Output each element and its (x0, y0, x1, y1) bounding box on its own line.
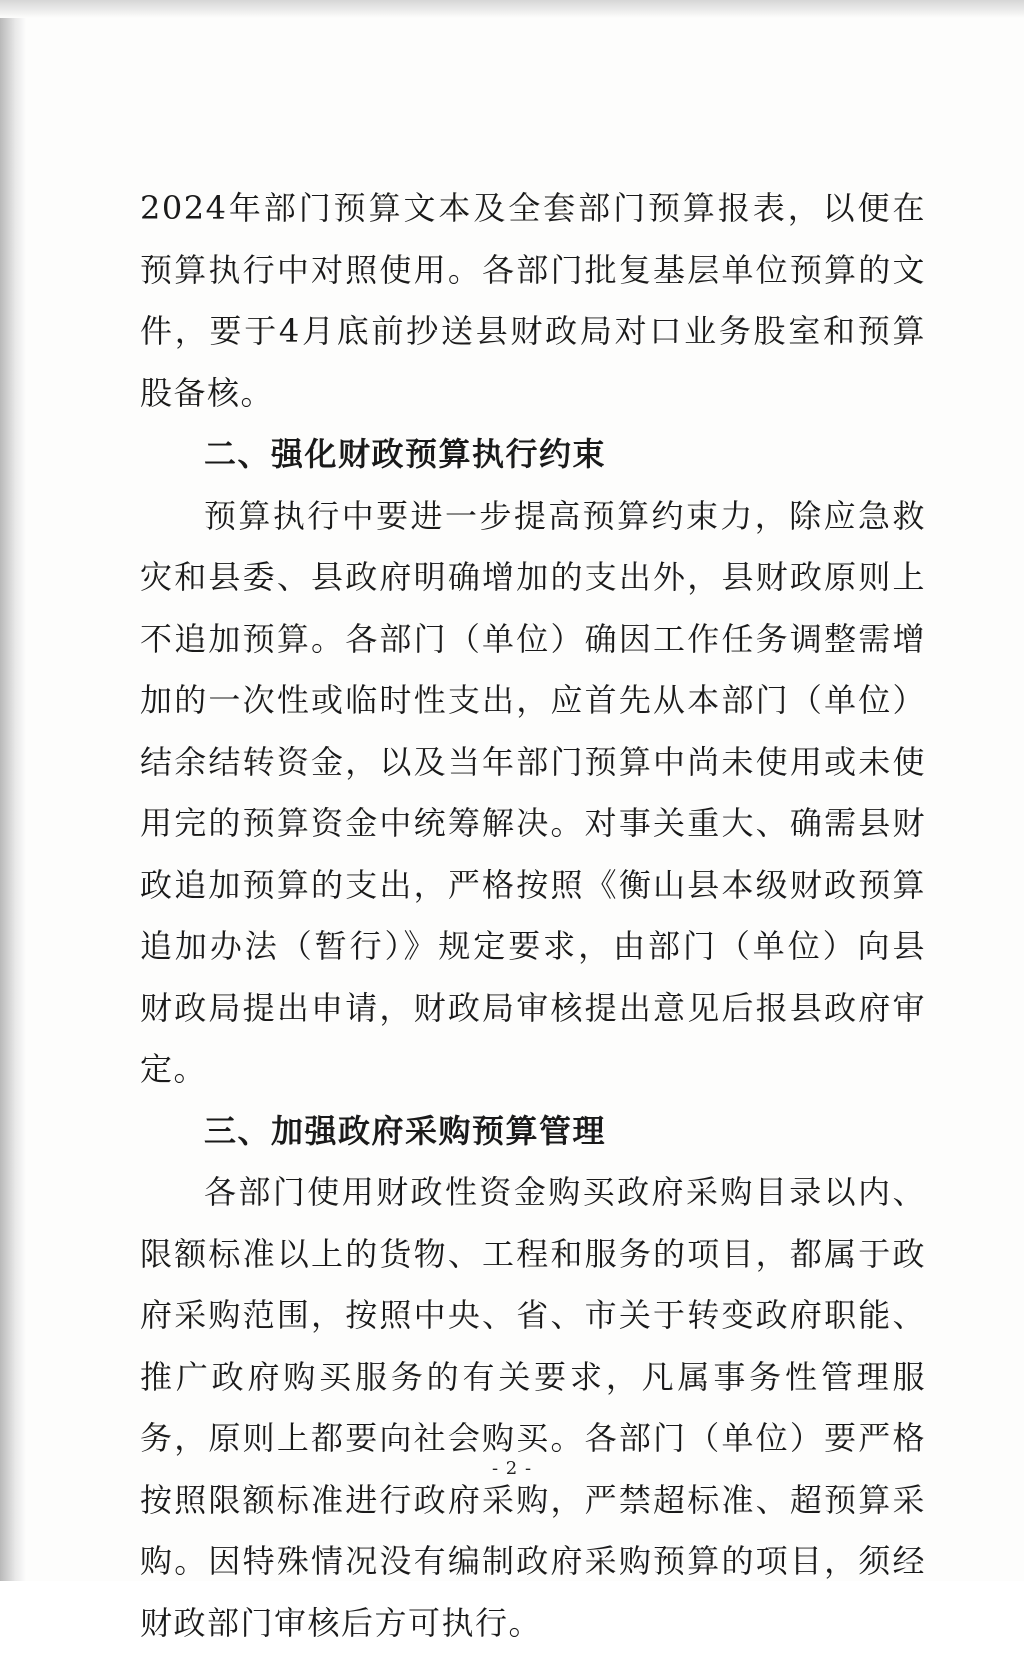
page-top-shadow (0, 0, 1024, 18)
paragraph-procurement: 各部门使用财政性资金购买政府采购目录以内、限额标准以上的货物、工程和服务的项目，都属于政府采购范围，按照中央、省、市关于转变政府职能、推广政府购买服务的有关要求，凡属事务性管理服务，原则上都要向社会购买。各部门（单位）要严格按照限额标准进行政府采购，严禁超标准、超预算采购。因特殊情况没有编制政府采购预算的项目，须经财政部门审核后方可执行。 (140, 1173, 926, 1642)
paragraph-budget-execution: 预算执行中要进一步提高预算约束力，除应急救灾和县委、县政府明确增加的支出外，县财政原则上不追加预算。各部门（单位）确因工作任务调整需增加的一次性或临时性支出，应首先从本部门（单位）结余结转资金，以及当年部门预算中尚未使用或未使用完的预算资金中统筹解决。对事关重大、确需县财政追加预算的支出，严格按照《衡山县本级财政预算追加办法（暂行）》规定要求，由部门（单位）向县财政局提出申请，财政局审核提出意见后报县政府审定。 (140, 496, 926, 1088)
paragraph-budget-reports: 2024年部门预算文本及全套部门预算报表，以便在预算执行中对照使用。各部门批复基层单位预算的文件，要于4月底前抄送县财政局对口业务股室和预算股备核。 (140, 189, 926, 412)
page-number: - 2 - (491, 1458, 533, 1479)
heading-procurement: 三、加强政府采购预算管理 (204, 1111, 607, 1150)
document-body (140, 178, 926, 1654)
heading-budget-execution: 二、强化财政预算执行约束 (204, 435, 607, 473)
page-edge-shadow (0, 0, 26, 1581)
